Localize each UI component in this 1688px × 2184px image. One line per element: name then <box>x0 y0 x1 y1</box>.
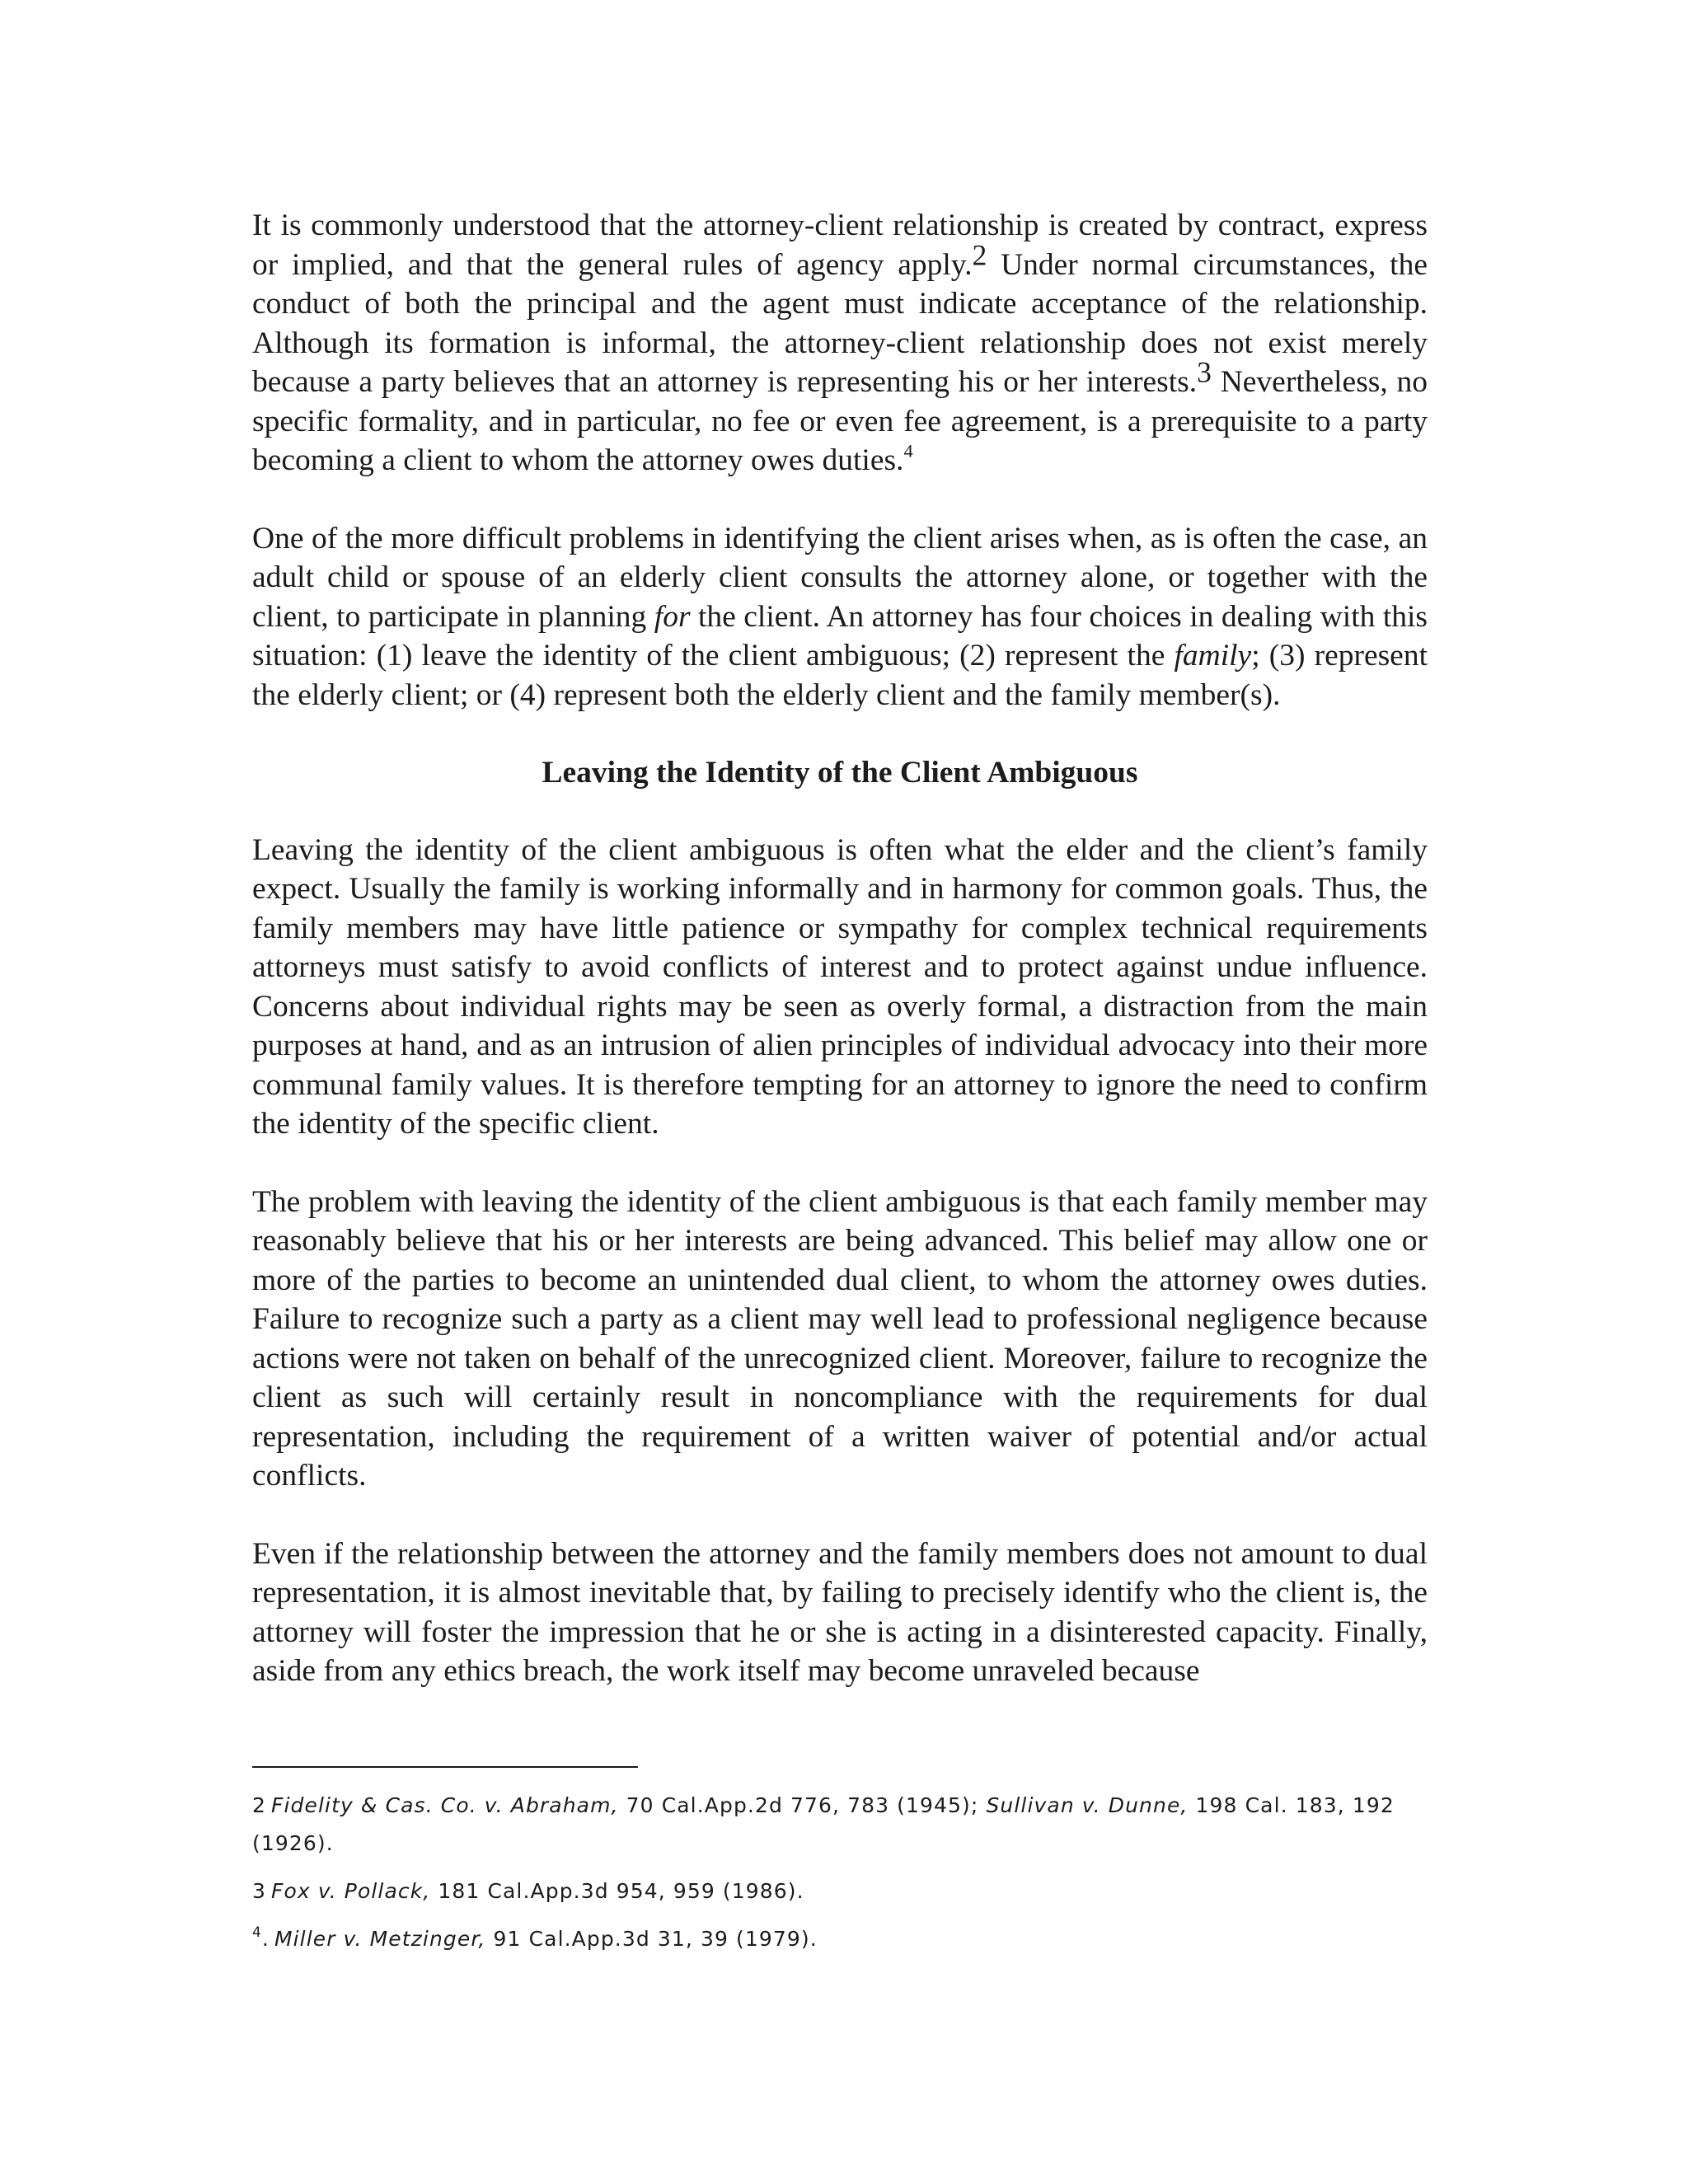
paragraph-disinterested-capacity: Even if the relationship between the attorney and the family members does not amount to dual representation, it is almost inevitable that, by failing to precisely identify who the client is, the attorney will foster the impression that he or she is acting in a disinterested capacity. Finally, aside from any ethics breach, the work itself may become unraveled because <box>252 1536 1428 1688</box>
citation: 91 Cal.App.3d 31, 39 (1979). <box>485 1927 818 1951</box>
footnote-3 <box>252 1872 1428 1910</box>
document-body <box>252 206 1428 1730</box>
footnote-reference: 4 <box>903 440 913 462</box>
paragraph-text: Nevertheless, no specific formality, and in particular, no fee or even fee agreement, is a prerequisite to a party becoming a client to whom the attorney owes duties. <box>252 365 1428 477</box>
footnote-reference: 3 <box>1197 355 1212 389</box>
paragraph-text: Under normal circumstances, the conduct of both the principal and the agent must indicate acceptance of the relationship. Although its formation is informal, the attorney-client relationship does not exist merely because a party believes that an attorney is representing his or her interests. <box>252 247 1428 399</box>
paragraph-identifying-client <box>252 519 1428 715</box>
citation: 198 Cal. 183, 192 (1926). <box>252 1793 1395 1855</box>
footnote-separator <box>252 1766 638 1768</box>
paragraph-text: It is commonly understood that the attorney-client relationship is created by contract, express or implied, and that the general rules of agency apply. <box>252 209 1428 282</box>
case-name: Fidelity & Cas. Co. v. Abraham, <box>271 1793 619 1817</box>
section-heading: Leaving the Identity of the Client Ambiguous <box>542 756 1138 790</box>
case-name: Miller v. Metzinger, <box>274 1927 486 1951</box>
paragraph-attorney-client-relationship <box>252 206 1428 480</box>
italic-text: family <box>1174 639 1252 673</box>
footnotes <box>252 1787 1428 1968</box>
footnote-number: 4 <box>252 1924 262 1941</box>
paragraph-dual-client-problem: The problem with leaving the identity of the client ambiguous is that each family member may reasonably believe that his or her interests are being advanced. This belief may allow one or more of the parties to become an unintended dual client, to whom the attorney owes duties. Failure to recognize such a party as a client may well lead to professional negligence because actions were not taken on behalf of the unrecognized client. Moreover, failure to recognize the client as such will certainly result in noncompliance with the requirements for dual representation, including the requirement of a written waiver of potential and/or actual conflicts. <box>252 1184 1428 1493</box>
footnote-4 <box>252 1920 1428 1958</box>
citation: 70 Cal.App.2d 776, 783 (1945); <box>618 1793 987 1817</box>
paragraph-text: One of the more difficult problems in identifying the client arises when, as is often the case, an adult child or spouse of an elderly client consults the attorney alone, or together with the client, to participate in planning <box>252 521 1428 634</box>
paragraph-text: the client. An attorney has four choices in dealing with this situation: (1) leave the identity of the client ambiguous; (2) represent the <box>252 599 1428 673</box>
paragraph-text: ; (3) represent the elderly client; or (4) represent both the elderly client and the family member(s). <box>252 639 1428 712</box>
case-name: Sullivan v. Dunne, <box>986 1793 1189 1817</box>
footnote-number: 3 <box>252 1879 267 1903</box>
paragraph-family-expectations: Leaving the identity of the client ambiguous is often what the elder and the client’s family expect. Usually the family is working informally and in harmony for common goals. Thus, the family members may have little patience or sympathy for complex technical requirements attorneys must satisfy to avoid conflicts of interest and to protect against undue influence. Concerns about individual rights may be seen as overly formal, a distraction from the main purposes at hand, and as an intrusion of alien principles of individual advocacy into their more communal family values. It is therefore tempting for an attorney to ignore the need to confirm the identity of the specific client. <box>252 832 1428 1141</box>
case-name: Fox v. Pollack, <box>271 1879 431 1903</box>
footnote-marker-suffix: . <box>261 1927 270 1951</box>
footnote-2 <box>252 1787 1428 1863</box>
italic-text: for <box>654 599 691 634</box>
footnote-number: 2 <box>252 1793 267 1817</box>
footnote-reference: 2 <box>972 238 987 272</box>
citation: 181 Cal.App.3d 954, 959 (1986). <box>430 1879 804 1903</box>
